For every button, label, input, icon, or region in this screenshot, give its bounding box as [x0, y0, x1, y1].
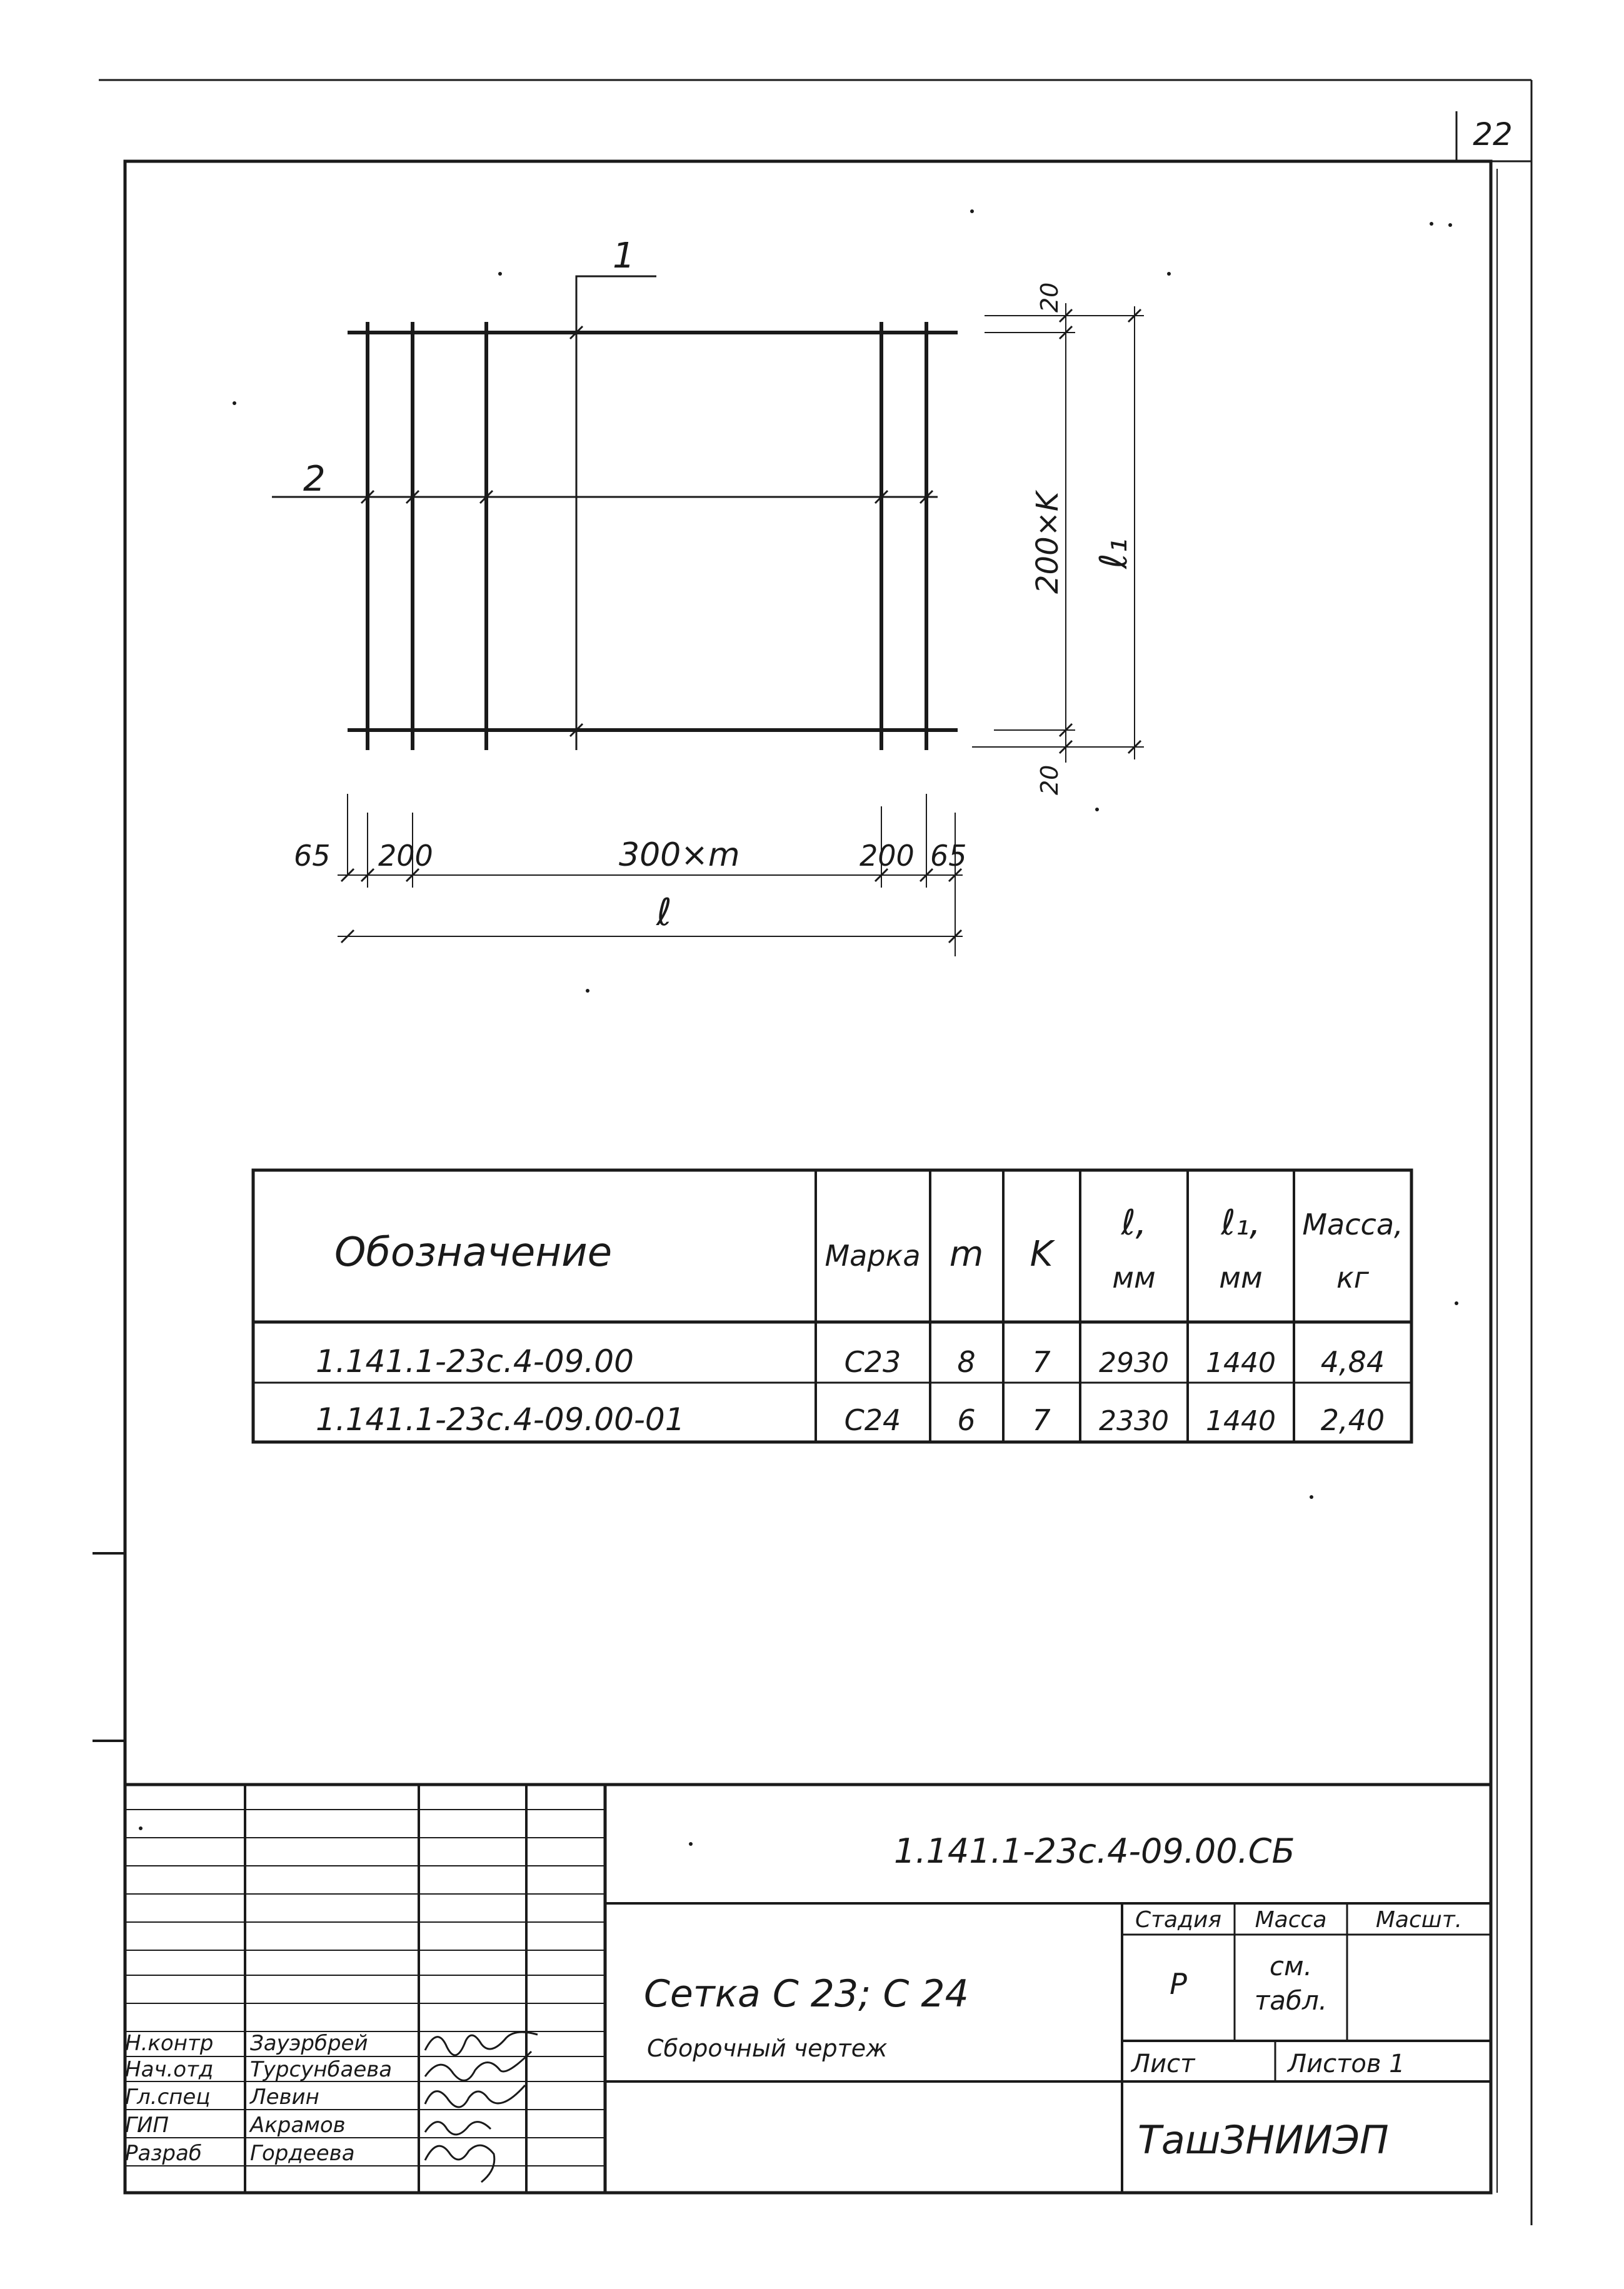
- col-header-mark: Марка: [825, 1239, 921, 1273]
- dim-65-right: 65: [930, 839, 967, 873]
- cell-l1: 1440: [1206, 1405, 1276, 1437]
- position-2-label: 2: [303, 459, 326, 499]
- dim-300m: 300×m: [619, 836, 740, 874]
- role-gip: ГИП: [125, 2113, 169, 2138]
- sheets-label: Листов 1: [1288, 2050, 1405, 2078]
- handwritten-signatures: [425, 2032, 538, 2182]
- name-4: Акрамов: [250, 2113, 346, 2138]
- document-code: 1.141.1-23с.4-09.00.СБ: [894, 1831, 1295, 1871]
- col-header-designation: Обозначение: [334, 1230, 613, 1276]
- cell-mark: С23: [844, 1345, 901, 1379]
- stage-label: Стадия: [1135, 1907, 1222, 1933]
- horizontal-dimensions: [338, 794, 963, 956]
- dim-l: ℓ: [656, 891, 672, 934]
- scale-label: Масшт.: [1375, 1907, 1463, 1933]
- dim-bottom-20: 20: [1036, 764, 1063, 795]
- col-header-l-unit: мм: [1112, 1261, 1156, 1295]
- signature-1: [425, 2032, 538, 2055]
- name-3: Левин: [250, 2085, 319, 2110]
- signature-roles: [125, 2031, 213, 2166]
- sheet-label: Лист: [1131, 2050, 1195, 2078]
- cell-mass: 2,40: [1320, 1403, 1385, 1437]
- signature-2: [425, 2051, 531, 2080]
- cell-l: 2330: [1099, 1405, 1169, 1437]
- col-header-l1-unit: мм: [1219, 1261, 1263, 1295]
- signature-names: [249, 2031, 392, 2166]
- col-header-l1: ℓ₁,: [1221, 1203, 1261, 1243]
- cell-m: 8: [957, 1345, 976, 1379]
- cell-m: 6: [957, 1403, 976, 1437]
- drawing-title: Сетка С 23; С 24: [644, 1972, 969, 2016]
- role-razrab: Разраб: [125, 2141, 202, 2166]
- cell-l: 2930: [1099, 1347, 1169, 1379]
- name-1: Зауэрбрей: [250, 2031, 368, 2056]
- cell-mass: 4,84: [1320, 1345, 1385, 1379]
- cell-designation: 1.141.1-23с.4-09.00-01: [316, 1401, 685, 1438]
- name-5: Гордеева: [250, 2141, 355, 2166]
- dim-200k: 200×K: [1030, 491, 1065, 594]
- dim-top-20: 20: [1036, 282, 1063, 313]
- cell-l1: 1440: [1206, 1347, 1276, 1379]
- sheet-number: 22: [1473, 116, 1513, 153]
- cell-mark: С24: [844, 1403, 901, 1437]
- title-block: [644, 1831, 1462, 2163]
- mass-label: Масса: [1255, 1907, 1327, 1933]
- col-header-mass: Масса,: [1302, 1208, 1403, 1241]
- role-gl-spec: Гл.спец: [125, 2085, 211, 2110]
- scan-specks: [139, 209, 1458, 1846]
- dim-65-left: 65: [294, 839, 331, 873]
- signature-4: [425, 2122, 491, 2135]
- dim-200-right: 200: [860, 839, 915, 873]
- name-2: Турсунбаева: [250, 2057, 393, 2082]
- stage-value: Р: [1170, 1967, 1187, 2001]
- col-header-k: K: [1030, 1234, 1053, 1275]
- table-row: [316, 1343, 1385, 1380]
- table-row: [316, 1401, 1385, 1438]
- cell-designation: 1.141.1-23с.4-09.00: [316, 1343, 634, 1380]
- mesh-drawing: [272, 276, 958, 750]
- mass-value-line2: табл.: [1254, 1985, 1328, 2016]
- col-header-mass-unit: кг: [1336, 1261, 1369, 1295]
- role-n-kontr: Н.контр: [125, 2031, 214, 2056]
- organization-name: ТашЗНИИЭП: [1138, 2117, 1389, 2163]
- signature-3: [425, 2085, 525, 2107]
- signature-5: [425, 2145, 494, 2182]
- col-header-l: ℓ,: [1121, 1203, 1147, 1243]
- col-header-m: m: [949, 1234, 984, 1275]
- dim-200-left: 200: [378, 839, 433, 873]
- mass-value-line1: см.: [1269, 1951, 1313, 1981]
- cell-k: 7: [1032, 1345, 1051, 1379]
- drawing-subtitle: Сборочный чертеж: [647, 2035, 888, 2062]
- cell-k: 7: [1032, 1403, 1051, 1437]
- spec-table-header: [334, 1203, 1403, 1295]
- position-1-label: 1: [613, 236, 635, 276]
- role-nach-otd: Нач.отд: [125, 2057, 214, 2082]
- dim-l1: ℓ₁: [1092, 538, 1136, 569]
